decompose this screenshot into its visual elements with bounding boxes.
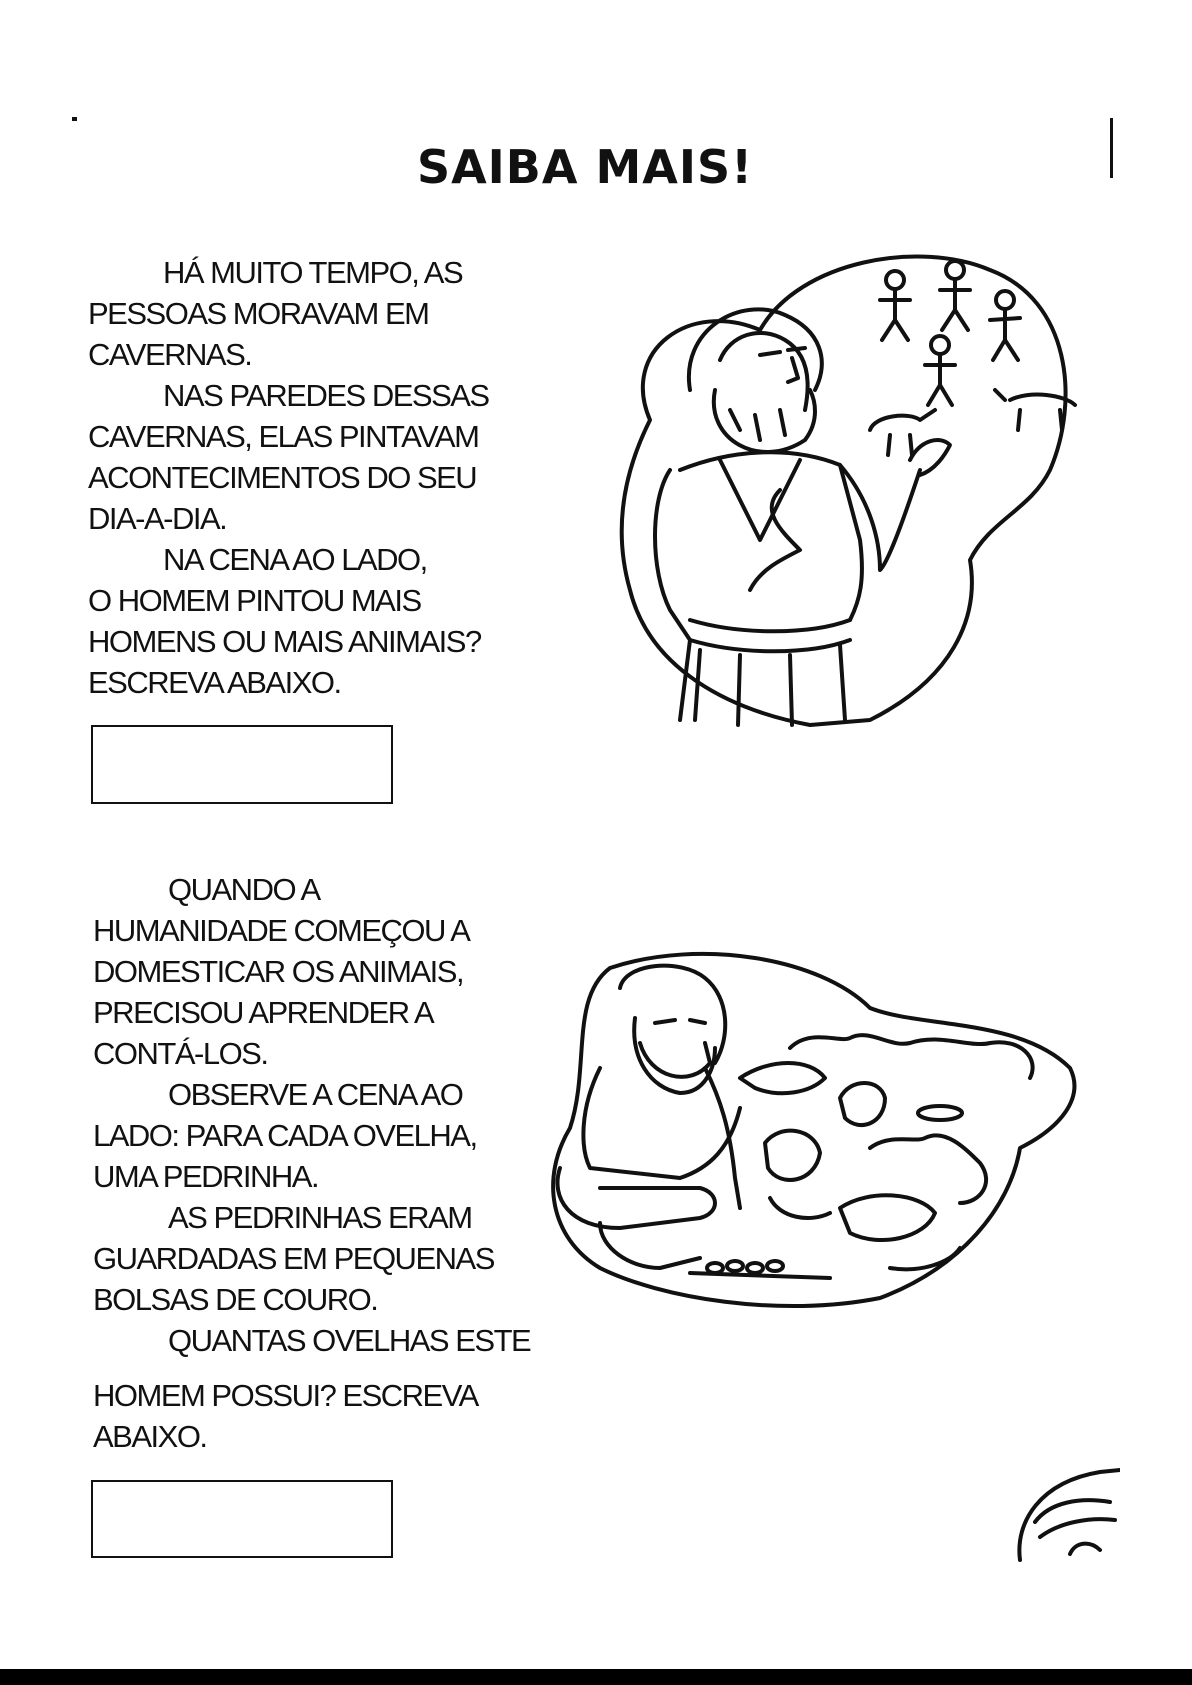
corner-mark-left [72, 117, 77, 121]
text-line: NAS PAREDES DESSAS [163, 378, 489, 413]
text-line: NA CENA AO LADO, [163, 542, 427, 577]
section2-text [93, 869, 563, 1457]
text-line: UMA PEDRINHA. [93, 1159, 319, 1194]
text-line: ESCREVA ABAIXO. [88, 665, 341, 700]
text-line: CONTÁ-LOS. [93, 1036, 268, 1071]
text-line: PRECISOU APRENDER A [93, 995, 434, 1030]
text-line: DIA-A-DIA. [88, 501, 227, 536]
text-line: HÁ MUITO TEMPO, AS [163, 255, 463, 290]
bottom-border [0, 1669, 1192, 1685]
text-line: LADO: PARA CADA OVELHA, [93, 1118, 477, 1153]
text-line: CAVERNAS, ELAS PINTAVAM [88, 419, 479, 454]
text-line: BOLSAS DE COURO. [93, 1282, 378, 1317]
text-line: HOMEM POSSUI? ESCREVA [93, 1378, 478, 1413]
caveman-painting-wall-icon [610, 240, 1090, 730]
text-line: GUARDADAS EM PEQUENAS [93, 1241, 494, 1276]
text-line: DOMESTICAR OS ANIMAIS, [93, 954, 464, 989]
answer-box-1[interactable] [91, 725, 393, 804]
text-line: ACONTECIMENTOS DO SEU [88, 460, 477, 495]
text-line: AS PEDRINHAS ERAM [168, 1200, 472, 1235]
partial-figure-icon [1010, 1462, 1120, 1562]
text-line: QUANDO A [168, 872, 320, 907]
text-line: HUMANIDADE COMEÇOU A [93, 913, 470, 948]
text-line: OBSERVE A CENA AO [168, 1077, 463, 1112]
text-line: QUANTAS OVELHAS ESTE [168, 1323, 531, 1358]
section1-text [88, 252, 558, 703]
text-line: O HOMEM PINTOU MAIS [88, 583, 421, 618]
answer-box-2[interactable] [91, 1480, 393, 1558]
text-line: CAVERNAS. [88, 337, 252, 372]
page-title: SAIBA MAIS! [416, 140, 754, 194]
text-line: HOMENS OU MAIS ANIMAIS? [88, 624, 481, 659]
text-line: ABAIXO. [93, 1419, 207, 1454]
text-line: PESSOAS MORAVAM EM [88, 296, 429, 331]
shepherd-counting-sheep-icon [540, 948, 1100, 1318]
